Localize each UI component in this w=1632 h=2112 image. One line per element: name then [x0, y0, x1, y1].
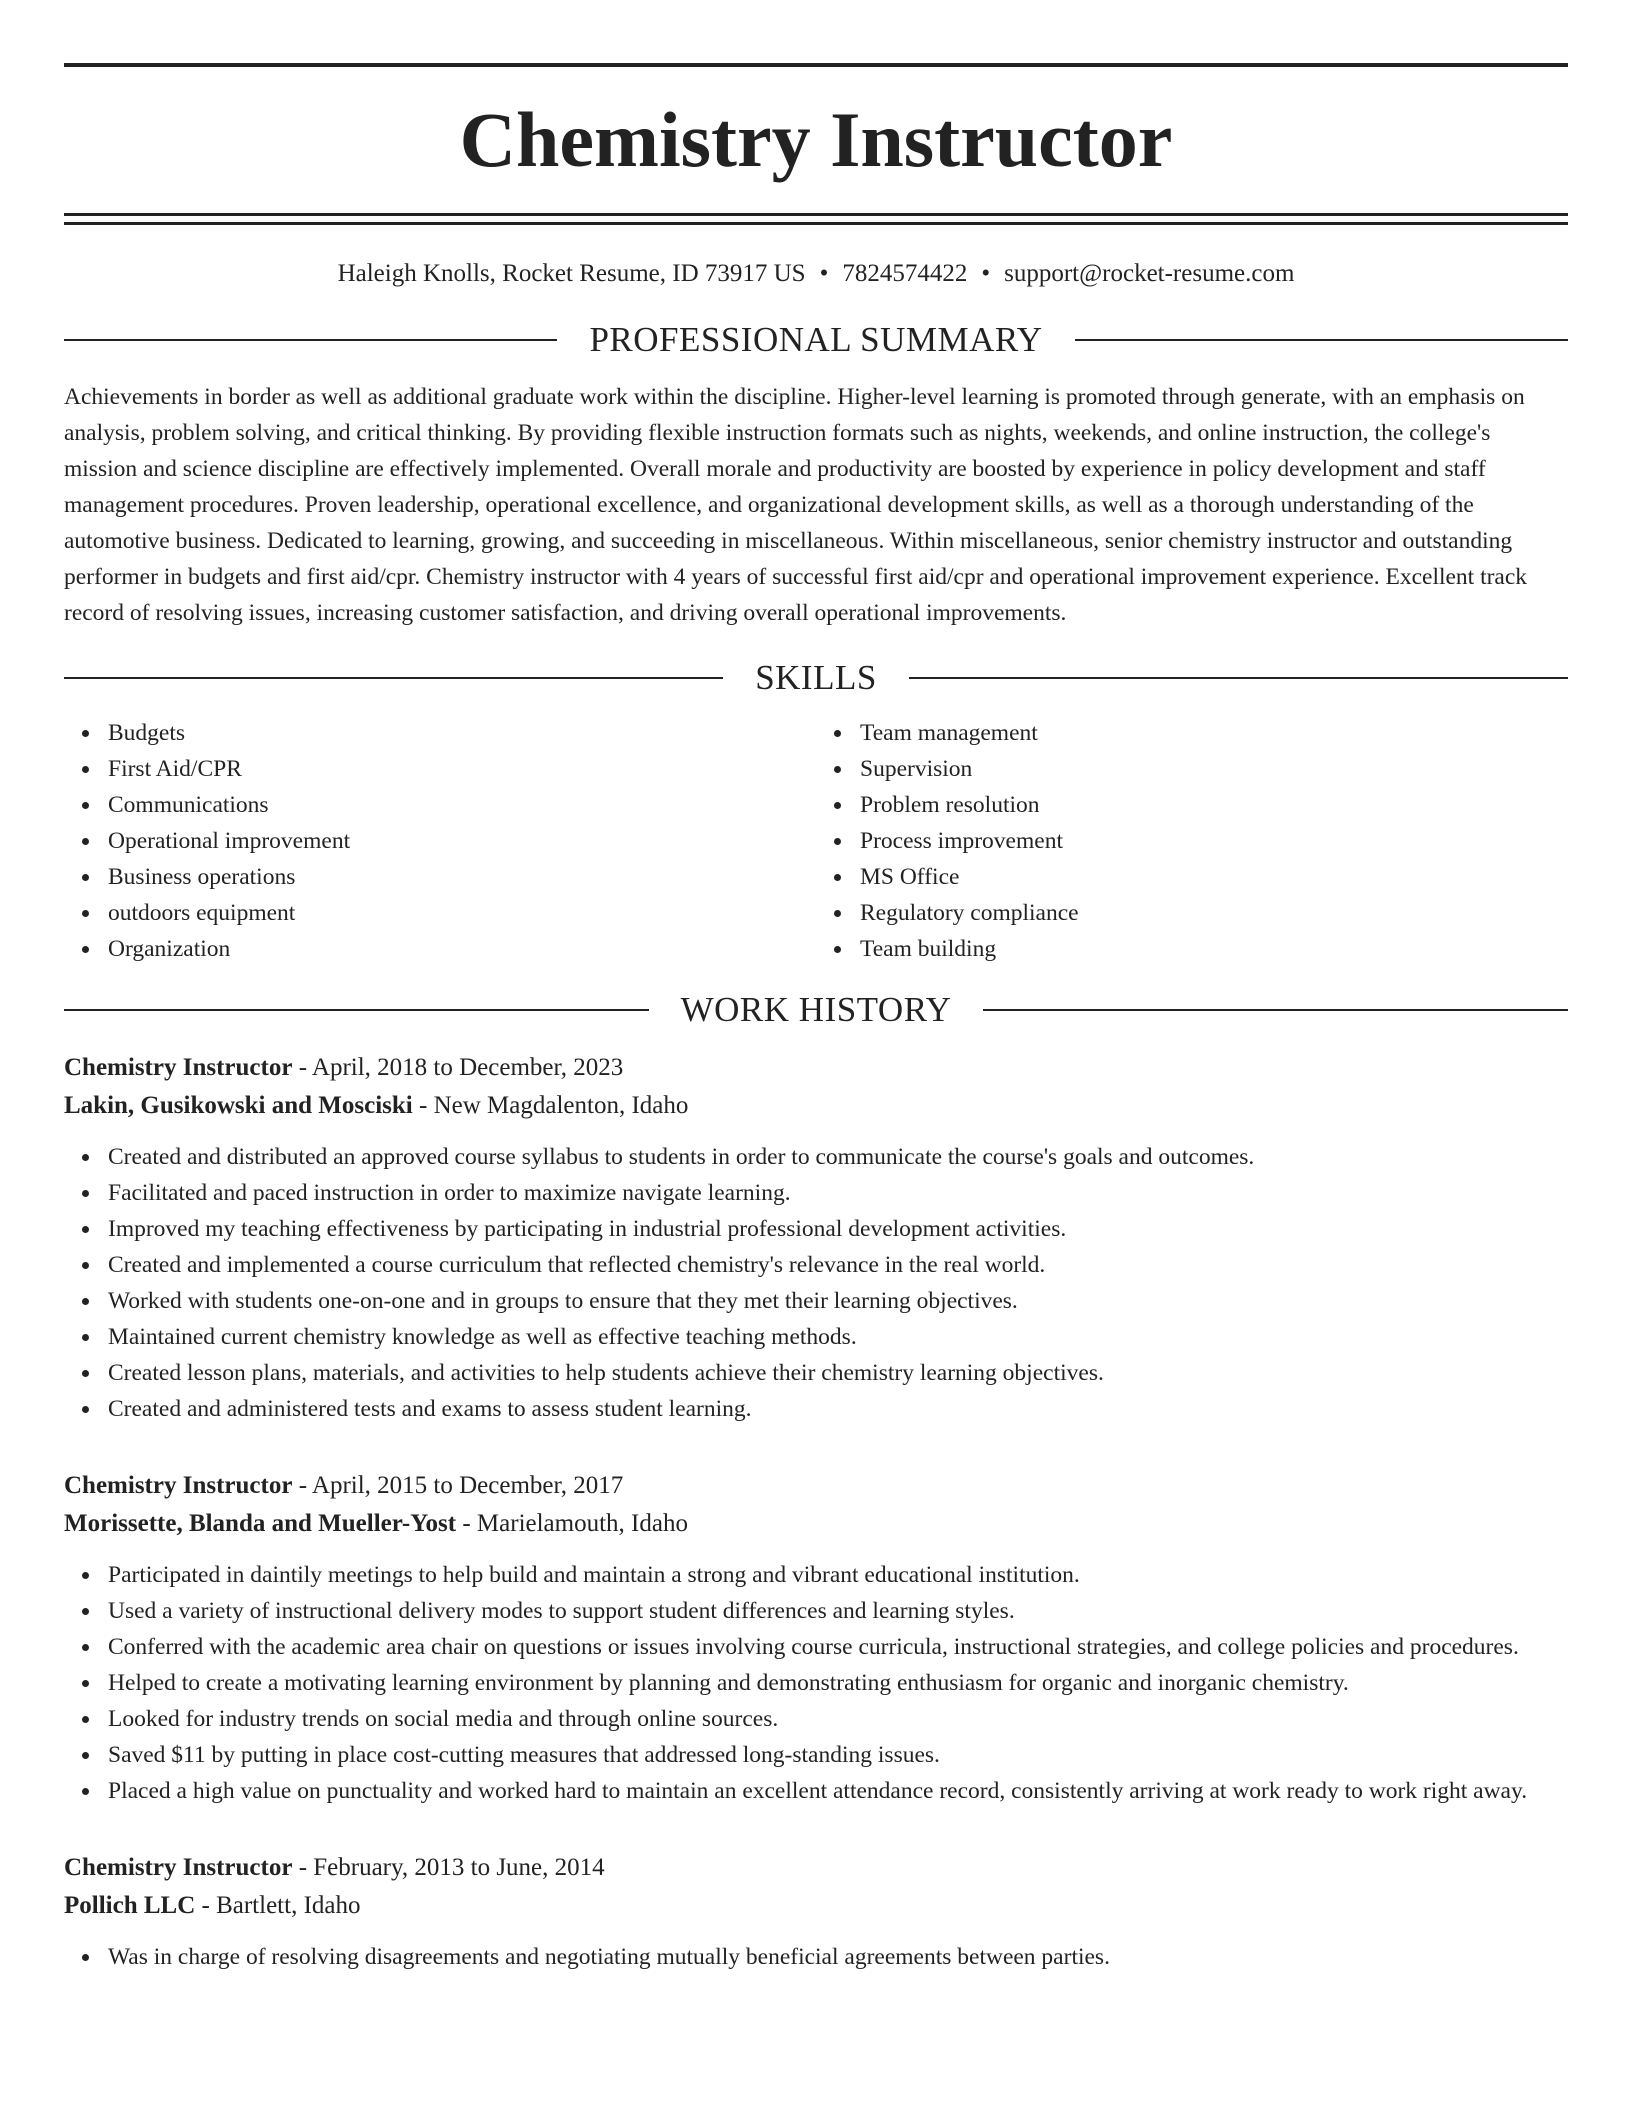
- skills-heading: [64, 657, 1568, 699]
- job-entry: [64, 1849, 1568, 1975]
- job-title-line: [64, 1849, 1568, 1887]
- skills-column-right: [816, 715, 1568, 967]
- job-dates: - April, 2015 to December, 2017: [292, 1472, 624, 1499]
- job-bullets: [64, 1139, 1568, 1427]
- job-title: Chemistry Instructor: [64, 1054, 293, 1081]
- contact-line: [64, 259, 1568, 289]
- job-entry: [64, 1467, 1568, 1809]
- summary-heading: [64, 319, 1568, 361]
- resume-page: [64, 0, 1568, 1975]
- title-double-rule: [64, 213, 1568, 225]
- contact-separator: •: [981, 260, 991, 287]
- skill-item: Communications: [108, 787, 816, 823]
- skill-item: Team management: [860, 715, 1568, 751]
- contact-separator: •: [819, 260, 829, 287]
- job-company: Morissette, Blanda and Mueller-Yost: [64, 1510, 457, 1537]
- job-company-line: [64, 1505, 1568, 1543]
- skill-item: MS Office: [860, 859, 1568, 895]
- contact-address: Haleigh Knolls, Rocket Resume, ID 73917 US: [337, 260, 806, 287]
- skills-column-left: [64, 715, 816, 967]
- job-bullet: Participated in daintily meetings to help build and maintain a strong and vibrant educational institution.: [108, 1557, 1568, 1593]
- job-bullets: [64, 1939, 1568, 1975]
- job-bullet: Conferred with the academic area chair on questions or issues involving course curricula, instructional strategies, and college policies and procedures.: [108, 1629, 1568, 1665]
- skill-item: Regulatory compliance: [860, 895, 1568, 931]
- skill-item: First Aid/CPR: [108, 751, 816, 787]
- skill-item: Problem resolution: [860, 787, 1568, 823]
- job-dates: - February, 2013 to June, 2014: [292, 1854, 605, 1881]
- job-bullet: Helped to create a motivating learning environment by planning and demonstrating enthusiasm for organic and inorganic chemistry.: [108, 1665, 1568, 1701]
- job-title-line: [64, 1049, 1568, 1087]
- job-bullet: Placed a high value on punctuality and worked hard to maintain an excellent attendance record, consistently arriving at work ready to work right away.: [108, 1773, 1568, 1809]
- skill-item: Operational improvement: [108, 823, 816, 859]
- skill-item: Business operations: [108, 859, 816, 895]
- skill-item: Organization: [108, 931, 816, 967]
- job-bullet: Was in charge of resolving disagreements and negotiating mutually beneficial agreements between parties.: [108, 1939, 1568, 1975]
- skill-item: Team building: [860, 931, 1568, 967]
- job-title: Chemistry Instructor: [64, 1472, 293, 1499]
- job-bullets: [64, 1557, 1568, 1809]
- job-dates: - April, 2018 to December, 2023: [292, 1054, 624, 1081]
- job-company: Lakin, Gusikowski and Mosciski: [64, 1092, 413, 1119]
- skills-heading-label: SKILLS: [755, 658, 877, 697]
- job-location: - Bartlett, Idaho: [195, 1892, 361, 1919]
- job-title: Chemistry Instructor: [64, 1854, 293, 1881]
- contact-phone: 7824574422: [842, 260, 968, 287]
- job-location: - New Magdalenton, Idaho: [412, 1092, 689, 1119]
- contact-email: support@rocket-resume.com: [1004, 260, 1295, 287]
- job-bullet: Created and distributed an approved course syllabus to students in order to communicate the course's goals and outcomes.: [108, 1139, 1568, 1175]
- job-company: Pollich LLC: [64, 1892, 196, 1919]
- job-title-line: [64, 1467, 1568, 1505]
- job-bullet: Looked for industry trends on social media and through online sources.: [108, 1701, 1568, 1737]
- job-bullet: Created lesson plans, materials, and activities to help students achieve their chemistry learning objectives.: [108, 1355, 1568, 1391]
- skill-item: outdoors equipment: [108, 895, 816, 931]
- job-bullet: Worked with students one-on-one and in groups to ensure that they met their learning objectives.: [108, 1283, 1568, 1319]
- job-company-line: [64, 1887, 1568, 1925]
- skills-list: [64, 715, 1568, 967]
- work-heading: [64, 989, 1568, 1031]
- skill-item: Budgets: [108, 715, 816, 751]
- job-bullet: Created and implemented a course curriculum that reflected chemistry's relevance in the real world.: [108, 1247, 1568, 1283]
- job-bullet: Saved $11 by putting in place cost-cutting measures that addressed long-standing issues.: [108, 1737, 1568, 1773]
- page-title: Chemistry Instructor: [459, 96, 1173, 183]
- job-bullet: Improved my teaching effectiveness by participating in industrial professional development activities.: [108, 1211, 1568, 1247]
- summary-text: Achievements in border as well as additional graduate work within the discipline. Higher-level learning is promoted through generate, with an emphasis on analysis, problem solving, and critical thinking. By providing flexible instruction formats such as nights, weekends, and online instruction, the college's mission and science discipline are effectively implemented. Overall morale and productivity are boosted by experience in policy development and staff management procedures. Proven leadership, operational excellence, and organizational development skills, as well as a thorough understanding of the automotive business. Dedicated to learning, growing, and succeeding in miscellaneous. Within miscellaneous, senior chemistry instructor and outstanding performer in budgets and first aid/cpr. Chemistry instructor with 4 years of successful first aid/cpr and operational improvement experience. Excellent track record of resolving issues, increasing customer satisfaction, and driving overall operational improvements.: [64, 384, 1528, 626]
- job-location: - Marielamouth, Idaho: [456, 1510, 688, 1537]
- skill-item: Process improvement: [860, 823, 1568, 859]
- work-heading-label: WORK HISTORY: [680, 990, 952, 1029]
- top-rule: [64, 63, 1568, 67]
- job-bullet: Maintained current chemistry knowledge as well as effective teaching methods.: [108, 1319, 1568, 1355]
- job-bullet: Used a variety of instructional delivery modes to support student differences and learning styles.: [108, 1593, 1568, 1629]
- summary-heading-label: PROFESSIONAL SUMMARY: [589, 320, 1043, 359]
- job-entry: [64, 1049, 1568, 1427]
- job-company-line: [64, 1087, 1568, 1125]
- job-bullet: Facilitated and paced instruction in order to maximize navigate learning.: [108, 1175, 1568, 1211]
- skill-item: Supervision: [860, 751, 1568, 787]
- job-bullet: Created and administered tests and exams to assess student learning.: [108, 1391, 1568, 1427]
